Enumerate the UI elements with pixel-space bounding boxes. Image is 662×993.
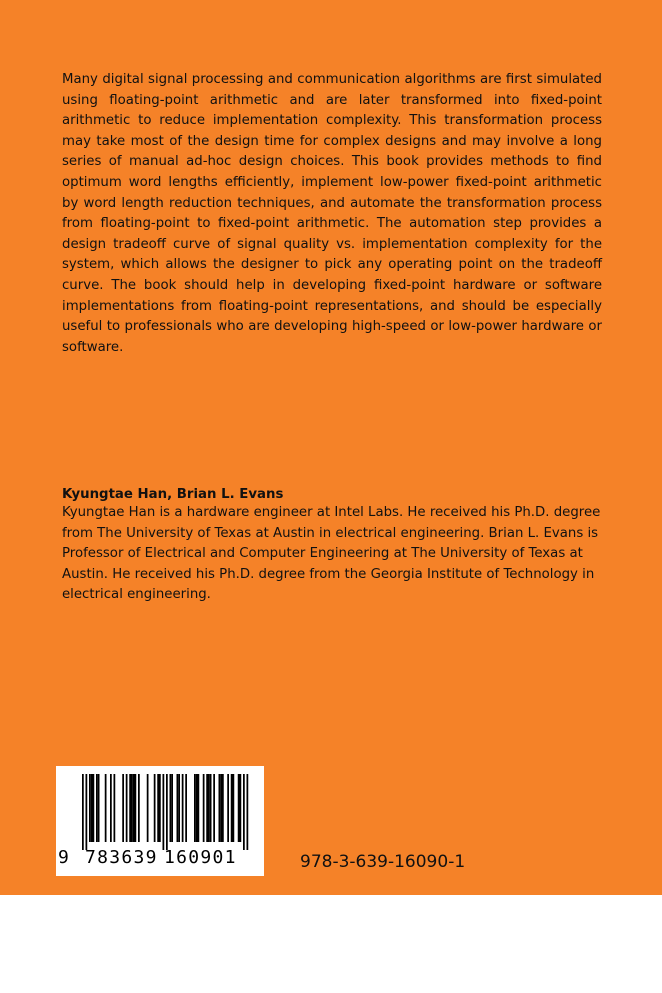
barcode-bar [233, 774, 235, 842]
barcode-bar [231, 774, 233, 842]
barcode-first-digit: 9 [58, 847, 69, 868]
barcode-guard-bar [243, 774, 245, 850]
barcode-bar [177, 774, 179, 842]
barcode-guard-bar [166, 774, 168, 850]
barcode-bar [138, 774, 140, 842]
barcode-guard-bar [82, 774, 84, 850]
barcode-bar [170, 774, 172, 842]
barcode-bar [93, 774, 95, 842]
barcode-bar [178, 774, 180, 842]
barcode-bar [131, 774, 133, 842]
barcode-bar [210, 774, 212, 842]
barcode-bar [98, 774, 100, 842]
barcode-guard-bar [163, 774, 165, 850]
barcode-bar [203, 774, 205, 842]
barcode-bar [157, 774, 159, 842]
barcode-bar [154, 774, 156, 842]
barcode-bar [240, 774, 242, 842]
barcode-bar [122, 774, 124, 842]
barcode-bar [91, 774, 93, 842]
barcode-bar [110, 774, 112, 842]
barcode-digits [56, 846, 264, 870]
isbn-number: 978-3-639-16090-1 [300, 852, 466, 872]
barcode-bar [220, 774, 222, 842]
barcode-bar [89, 774, 91, 842]
barcode-bar [196, 774, 198, 842]
barcode-bar [238, 774, 240, 842]
barcode-bar [213, 774, 215, 842]
author-biography: Kyungtae Han is a hardware engineer at Intel Labs. He received his Ph.D. degree from The University of Texas at Austin in electrical engineering. Brian L. Evans is Professor of Electrical and Computer Engineering at The University of Texas at Austin. He received his Ph.D. degree from the Georgia Institute of Technology in electrical engineering. [62, 505, 601, 602]
barcode-bar [227, 774, 229, 842]
book-description: Many digital signal processing and communication algorithms are first simulated using floating-point arithmetic and are later transformed into fixed-point arithmetic to reduce implementation complexity. This transformation process may take most of the design time for complex designs and may involve a long series of manual ad-hoc design choices. This book provides methods to find optimum word lengths efficiently, implement low-power fixed-point arithmetic by word length reduction techniques, and automate the transformation process from floating-point to fixed-point arithmetic. The automation step provides a design tradeoff curve of signal quality vs. implementation complexity for the system, which allows the designer to pick any operating point on the tradeoff curve. The book should help in developing fixed-point hardware or software implementations from floating-point representations, and should be especially useful to professionals who are developing high-speed or low-power hardware or software. [62, 72, 602, 355]
barcode-bar [135, 774, 137, 842]
barcode-bar [114, 774, 116, 842]
barcode-bar [222, 774, 224, 842]
barcode-guard-bar [86, 774, 88, 850]
barcode-bar [194, 774, 196, 842]
barcode-bar [129, 774, 131, 842]
barcode-bar [208, 774, 210, 842]
barcode-bar [219, 774, 221, 842]
barcode-bar [198, 774, 200, 842]
barcode-left-digits: 783639 [85, 847, 158, 868]
barcode-bars [66, 774, 256, 850]
barcode-bar [147, 774, 149, 842]
barcode-bar [171, 774, 173, 842]
barcode-bar [105, 774, 107, 842]
barcode-bar [182, 774, 184, 842]
barcode-bar [159, 774, 161, 842]
barcode-bar [133, 774, 135, 842]
barcode-right-digits: 160901 [164, 847, 237, 868]
barcode-bar [126, 774, 128, 842]
barcode [56, 766, 264, 876]
barcode-bar [185, 774, 187, 842]
barcode-bar [96, 774, 98, 842]
author-names: Kyungtae Han, Brian L. Evans [62, 487, 284, 502]
barcode-bar [206, 774, 208, 842]
barcode-guard-bar [247, 774, 249, 850]
